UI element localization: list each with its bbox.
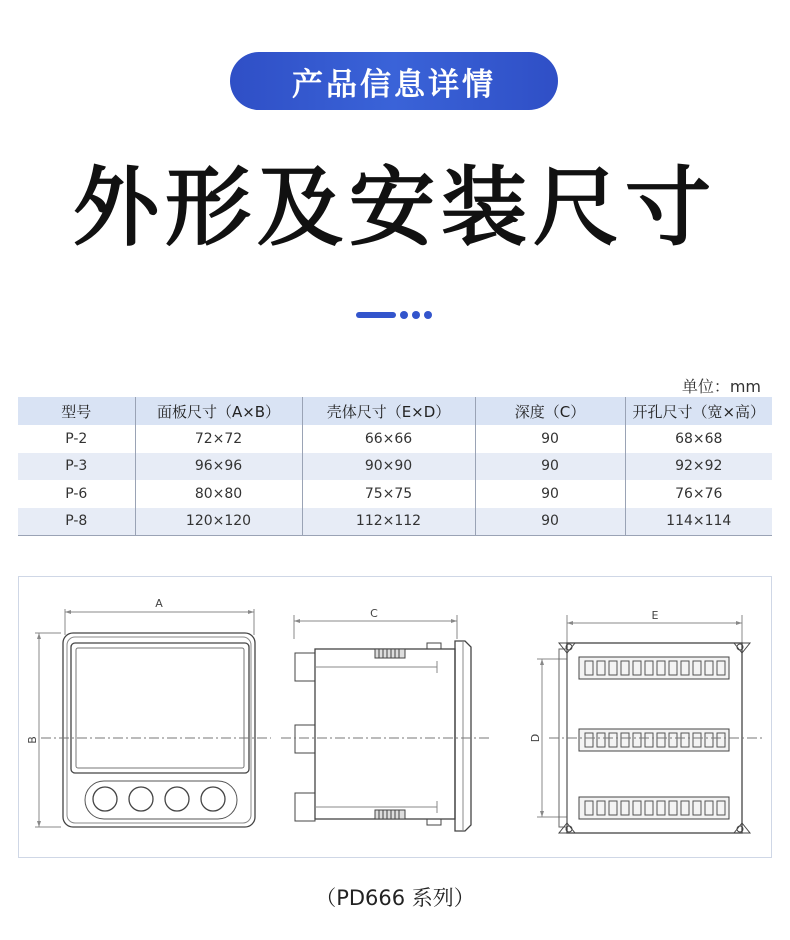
- dimension-a-label: A: [155, 597, 163, 610]
- dimension-drawing: [19, 577, 773, 859]
- table-cell: 120×120: [135, 508, 302, 536]
- table-cell: 114×114: [625, 508, 772, 536]
- column-header: 面板尺寸（A×B）: [135, 397, 302, 425]
- table-cell: P-6: [18, 480, 135, 508]
- table-cell: 68×68: [625, 425, 772, 453]
- table-cell: 76×76: [625, 480, 772, 508]
- table-cell: 96×96: [135, 453, 302, 481]
- table-cell: P-8: [18, 508, 135, 536]
- unit-label: 单位：mm: [681, 377, 761, 396]
- table-cell: 75×75: [302, 480, 475, 508]
- table-row: [18, 508, 772, 536]
- table-cell: P-3: [18, 453, 135, 481]
- section-title-pill: 产品信息详情: [230, 52, 558, 110]
- dimension-c-label: C: [370, 607, 378, 620]
- table-cell: 72×72: [135, 425, 302, 453]
- table-row: [18, 453, 772, 481]
- dimension-d-label: D: [529, 733, 542, 743]
- dimension-drawing-panel: [18, 576, 772, 858]
- dimension-table: [18, 397, 772, 536]
- decorative-dots: [356, 311, 436, 319]
- table-cell: 90: [475, 453, 625, 481]
- column-header: 深度（C）: [475, 397, 625, 425]
- column-header: 开孔尺寸（宽×高）: [625, 397, 772, 425]
- table-row: [18, 425, 772, 453]
- table-cell: 90: [475, 480, 625, 508]
- table-cell: 90: [475, 425, 625, 453]
- page-headline: 外形及安装尺寸: [73, 158, 717, 258]
- table-cell: 90: [475, 508, 625, 536]
- front-view: [26, 597, 271, 827]
- side-view: [281, 607, 489, 831]
- dimension-b-label: B: [26, 736, 39, 744]
- table-cell: P-2: [18, 425, 135, 453]
- dimension-e-label: E: [651, 609, 659, 622]
- back-view: [529, 609, 764, 833]
- series-caption: （PD666 系列）: [315, 886, 475, 910]
- column-header: 壳体尺寸（E×D）: [302, 397, 475, 425]
- table-row: [18, 480, 772, 508]
- table-cell: 92×92: [625, 453, 772, 481]
- table-cell: 66×66: [302, 425, 475, 453]
- column-header: 型号: [18, 397, 135, 425]
- table-cell: 80×80: [135, 480, 302, 508]
- table-cell: 112×112: [302, 508, 475, 536]
- table-cell: 90×90: [302, 453, 475, 481]
- table-header-row: [18, 397, 772, 425]
